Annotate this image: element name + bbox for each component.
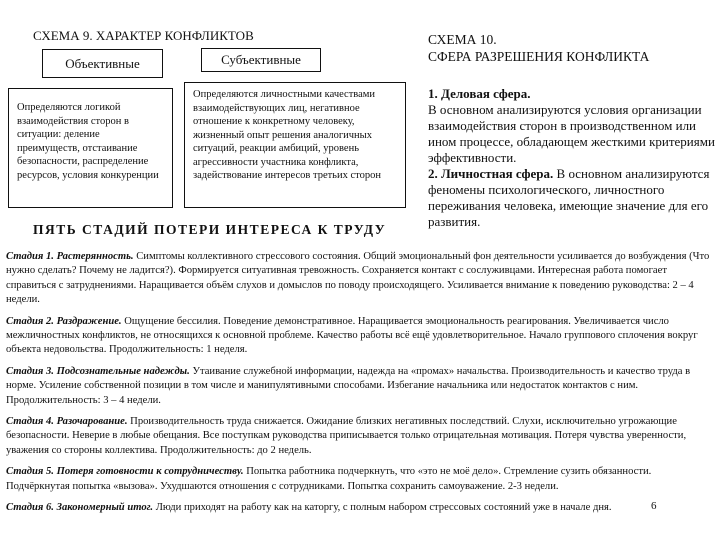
stage-text: Утаивание служебной информации, надежда на «промах» начальства. Производительность и качество труда в норме. Усиление собственной позиции в том числе и манипулятивными способами. Избегание начальника или недостаток контактов с ним. Продолжительность: 3 – 4 недели. (6, 365, 691, 406)
stage-3 (6, 365, 714, 408)
stage-heading: Стадия 5. Потеря готовности к сотрудничеству. (6, 466, 244, 478)
stage-2 (6, 315, 714, 358)
objective-description: Определяются логикой взаимодействия сторон в ситуации: деление преимуществ, отстаивание безопасности, распределение ресурсов, условия конкуренции (17, 102, 159, 181)
scheme9-title: СХЕМА 9. ХАРАКТЕР КОНФЛИКТОВ (33, 28, 254, 43)
personal-sphere-heading: 2. Личностная сфера. (428, 166, 554, 181)
business-sphere-text: В основном анализируются условия организации взаимодействия сторон в производственном или ином процессе, обладающем жесткими критериями эффективности. (428, 102, 715, 165)
stage-1 (6, 250, 714, 308)
stage-text: Люди приходят на работу как на каторгу, с полным набором стрессовых состояний уже в начале дня. (155, 502, 612, 514)
stage-text: Симптомы коллективного стрессового состояния. Общий эмоциональный фон деятельности усиливается до возбуждения (Что нужно сделать? Почему не ладится?). Формируется ситуативная тревожность. Сохраняется контакт с сослуживцами. Интересная работа помогает справиться с затруднениями. Наращивается объём слухов и домыслов по поводу происходящего. Усиливается внимание к поведению руководства: 2 – 4 недели. (6, 251, 710, 306)
stage-heading: Стадия 2. Раздражение. (6, 315, 122, 327)
scheme10-content (428, 86, 718, 230)
stage-4 (6, 415, 714, 458)
scheme10-title (428, 31, 649, 65)
stage-heading: Стадия 6. Закономерный итог. (6, 502, 154, 514)
objective-description-box (8, 88, 173, 208)
business-sphere-heading: 1. Деловая сфера. (428, 86, 531, 101)
stage-text: Производительность труда снижается. Ожидание близких негативных последствий. Слухи, исключительно угрожающие безопасности. Неверие в любые обещания. Все поступкам руководства приписывается только отрицательная мотивация. Потеря чувства уверенности, уважения со стороны коллектива. Продолжительность: до 2 недель. (6, 416, 687, 456)
stages-list (6, 250, 714, 523)
stage-text: Попытка работника подчеркнуть, что «это не моё дело». Стремление сузить обязанности. Подчёркнутая попытка «вызова». Ухудшаются отношения с сотрудниками. Попытка сохранить самоуважение. 2-3 недели. (6, 466, 652, 492)
objective-label-box (42, 49, 163, 78)
scheme10-title-line1: СХЕМА 10. (428, 32, 497, 47)
personal-sphere-text: В основном анализируются феномены психологического, личностного переживания человека, имеющие значение для его развития. (428, 166, 710, 229)
scheme10-title-line2: СФЕРА РАЗРЕШЕНИЯ КОНФЛИКТА (428, 49, 650, 64)
page-number: 6 (651, 500, 657, 512)
objective-label: Объективные (65, 55, 140, 71)
stage-heading: Стадия 1. Растерянность. (6, 251, 134, 262)
stages-title: ПЯТЬ СТАДИЙ ПОТЕРИ ИНТЕРЕСА К ТРУДУ (33, 222, 387, 237)
stage-heading: Стадия 3. Подсознательные надежды. (6, 365, 190, 377)
subjective-description: Определяются личностными качествами взаимодействующих лиц, негативное отношение к конкретному человеку, жизненный опыт решения аналогичных ситуаций, реакции амбиций, уровень агрессивности участника конфликта, задействование интересов третьих сторон (193, 89, 381, 181)
stage-6 (6, 501, 714, 515)
stage-5 (6, 465, 714, 494)
stage-heading: Стадия 4. Разочарование. (6, 416, 128, 428)
subjective-label: Субъективные (221, 52, 301, 67)
subjective-description-box (184, 82, 406, 208)
stage-text: Ощущение бессилия. Поведение демонстративное. Наращивается эмоциональность реагирования. Увеличивается число межличностных конфликтов, не относящихся к основной проблеме. Качество работы всё ещё удовлетворительное. Начало группового сплочения вокруг объекта недовольства. Продолжительность: 1 неделя. (6, 315, 698, 356)
subjective-label-box (201, 48, 321, 72)
